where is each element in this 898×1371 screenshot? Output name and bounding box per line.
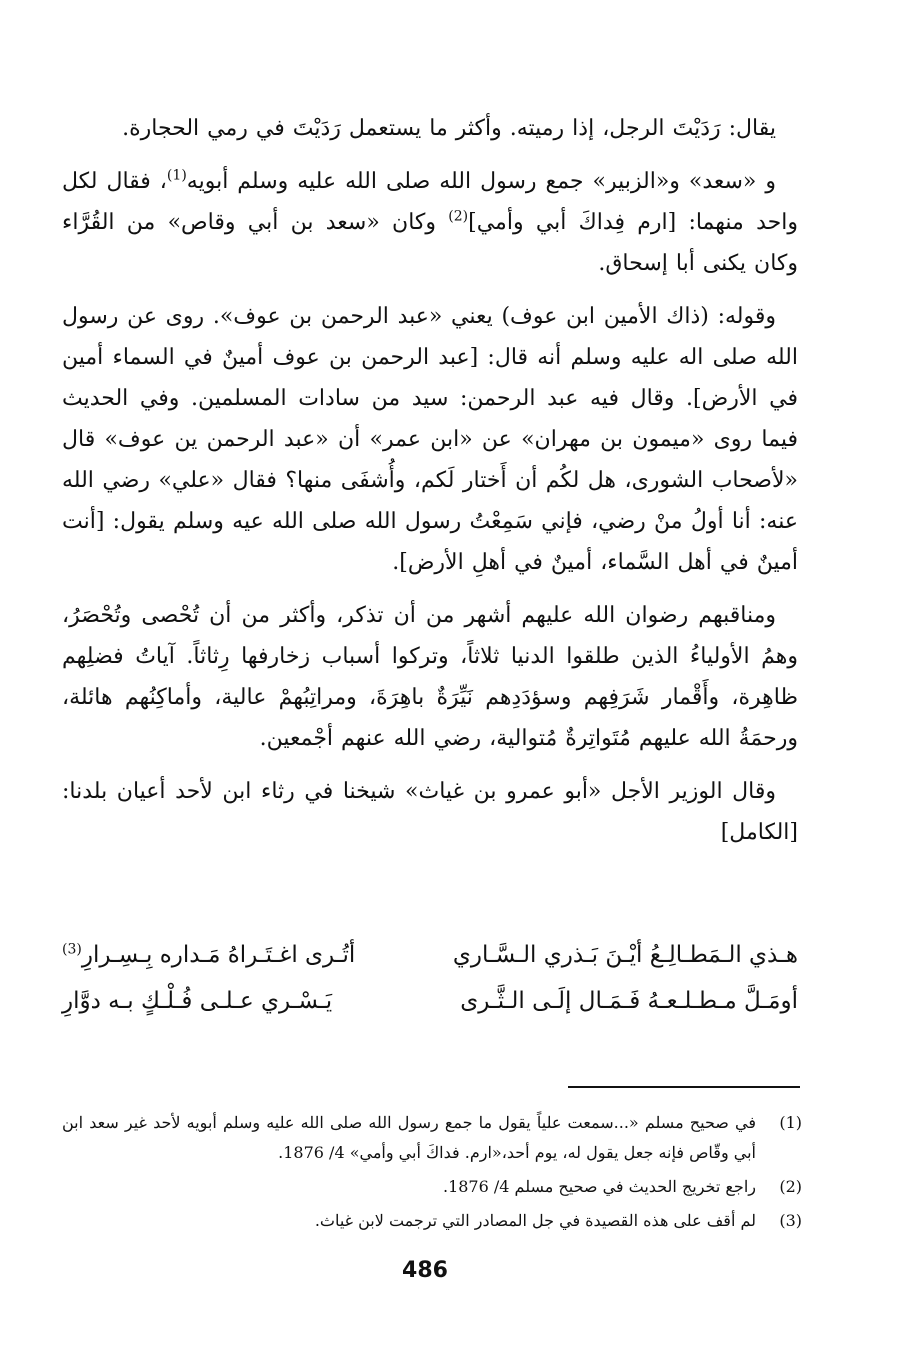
verse-2-second-hemistich bbox=[62, 978, 332, 1024]
poem bbox=[62, 932, 798, 1024]
paragraph-1-text: يقال: رَدَيْتَ الرجل، إذا رميته. وأكثر ما يستعمل رَدَيْتَ في رمي الحجارة. bbox=[122, 116, 776, 141]
paragraph-3 bbox=[62, 296, 798, 583]
paragraph-2 bbox=[62, 161, 798, 284]
paragraph-5-text: وقال الوزير الأجل «أبو عمرو بن غياث» شيخنا في رثاء ابن لأحد أعيان بلدنا: [الكامل] bbox=[62, 779, 798, 845]
verse-1-first-hemistich bbox=[453, 932, 798, 978]
paragraph-2-text-b: ، فقال لكل واحد منهما: [ارم فِداكَ أبي وأمي] bbox=[62, 169, 798, 235]
paragraph-2-text-c: وكان «سعد بن أبي وقاص» من القُرَّاء وكان يكنى أبا إسحاق. bbox=[62, 210, 798, 276]
footnote-ref-3: (3) bbox=[62, 941, 82, 958]
verse-1-second-hemistich bbox=[62, 932, 355, 978]
footnote-3-text: لم أقف على هذه القصيدة في جل المصادر التي ترجمت لابن غياث. bbox=[314, 1211, 756, 1230]
verse-2 bbox=[62, 978, 798, 1024]
verse-2-first-text: أومَـلَّ مـطـلـعـهُ فَـمَـال إلَـى الـثَّـرى bbox=[460, 988, 798, 1014]
footnote-2-number: (2) bbox=[779, 1177, 802, 1196]
footnote-ref-2: (2) bbox=[448, 208, 469, 225]
footnote-3-number: (3) bbox=[779, 1211, 802, 1230]
paragraph-4 bbox=[62, 595, 798, 759]
footnote-2-text: راجع تخريج الحديث في صحيح مسلم 4/ 1876. bbox=[442, 1177, 756, 1196]
footnote-1 bbox=[62, 1108, 802, 1168]
verse-1 bbox=[62, 932, 798, 978]
verse-2-first-hemistich bbox=[460, 978, 798, 1024]
main-text bbox=[62, 108, 798, 865]
verse-1-first-text: هـذي الـمَطـالِـعُ أيْـنَ بَـذري الـسَّـاري bbox=[452, 942, 798, 968]
footnotes bbox=[62, 1108, 802, 1240]
paragraph-5 bbox=[62, 771, 798, 853]
footnote-1-number: (1) bbox=[779, 1113, 802, 1132]
verse-2-second-text: يَـسْـري عـلـى فُـلْـكٍ بـه دوَّارِ bbox=[62, 988, 333, 1014]
footnote-3 bbox=[62, 1206, 802, 1236]
paragraph-2-text-a: و «سعد» و«الزبير» جمع رسول الله صلى الله عليه وسلم أبويه bbox=[186, 169, 776, 194]
verse-1-second-text: أتُـرى اغـتَـراهُ مَـداره بِـسِـرارِ bbox=[81, 942, 356, 968]
paragraph-3-text: وقوله: (ذاك الأمين ابن عوف) يعني «عبد الرحمن بن عوف». روى عن رسول الله صلى اله عليه وسلم أنه قال: [عبد الرحمن بن عوف أمينٌ في السماء أمين في الأرض]. وقال فيه عبد الرحمن: سيد من سادات المسلمين. وفي الحديث فيما روى «ميمون بن مهران» عن «ابن عمر» أن «عبد الرحمن ين عوف» قال «لأصحاب الشورى، هل لكُم أن أَختار لَكم، وأُشفَى منها؟ فقال «علي» رضي الله عنه: أنا أولُ منْ رضي، فإني سَمِعْتُ رسول الله صلى الله عيه وسلم يقول: [أنت أمينٌ في أهل السَّماء، أمينٌ في أهلِ الأرض]. bbox=[62, 304, 798, 575]
footnote-2 bbox=[62, 1172, 802, 1202]
footnote-divider bbox=[568, 1086, 800, 1088]
page-number: 486 bbox=[402, 1258, 448, 1283]
footnote-ref-1: (1) bbox=[166, 167, 187, 184]
paragraph-4-text: ومناقبهم رضوان الله عليهم أشهر من أن تذكر، وأكثر من أن تُحْصى وتُحْصَرُ، وهمُ الأولياءُ الذين طلقوا الدنيا ثلاثاً، وتركوا أسباب زخارفها رِثاثاً. آياتُ فضلِهم ظاهِرة، وأَقْمار شَرَفِهم وسؤدَدِهم نَيِّرَةٌ باهِرَةَ، ومراتِبُهمْ عالية، وأماكِنُهم هائلة، ورحمَةُ الله عليهم مُتَواتِرةٌ مُتوالية، رضي الله عنهم أجْمعين. bbox=[62, 603, 798, 751]
footnote-1-text: في صحيح مسلم «...سمعت علياً يقول ما جمع رسول الله صلى الله عليه وسلم أبويه لأحد غير سعد ابن أبي وقّاص فإنه جعل يقول له، يوم أحد،«ارم. فداكَ أبي وأمي» 4/ 1876. bbox=[62, 1113, 756, 1162]
paragraph-1 bbox=[62, 108, 798, 149]
